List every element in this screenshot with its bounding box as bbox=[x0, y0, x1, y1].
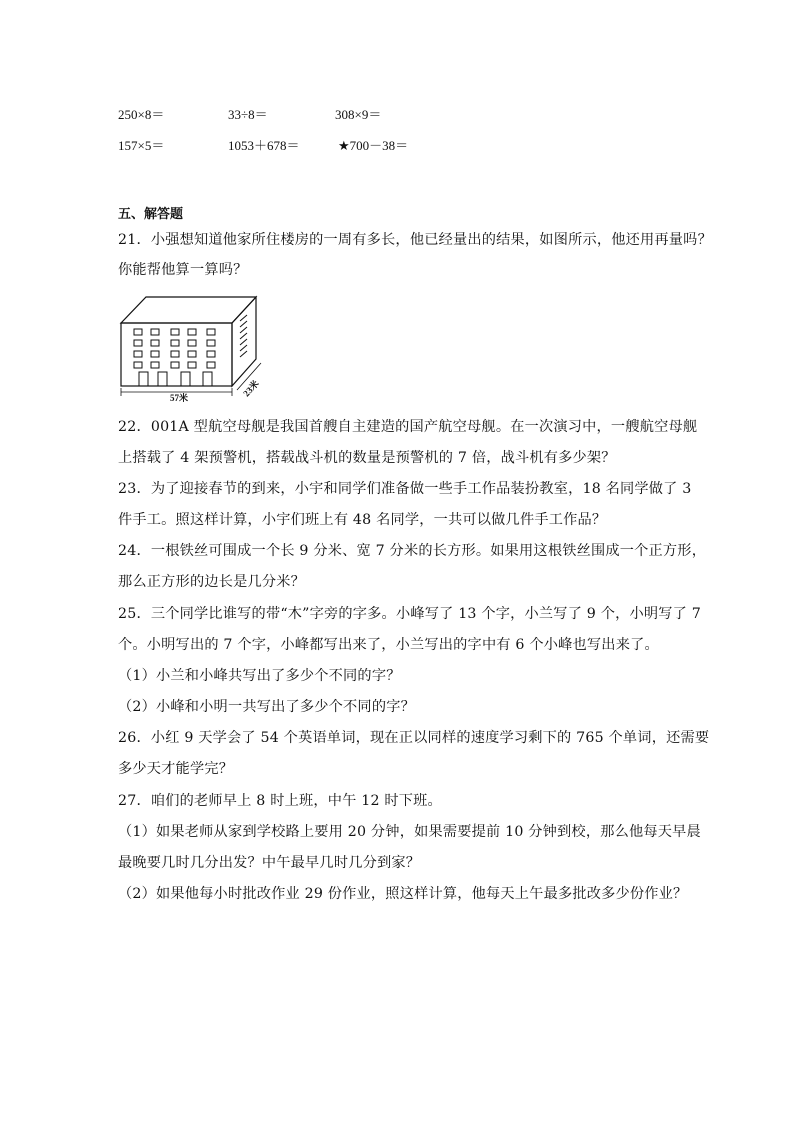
calc-item: 157×5＝ bbox=[118, 138, 165, 153]
question-24-line-1: 24．一根铁丝可围成一个长 9 分米、宽 7 分米的长方形。如果用这根铁丝围成一个正方形， bbox=[118, 543, 707, 559]
question-23-line-1: 23．为了迎接春节的到来，小宇和同学们准备做一些手工作品装扮教室，18 名同学做了 3 bbox=[118, 481, 692, 497]
length-label: 57米 bbox=[170, 393, 189, 403]
width-label: 23米 bbox=[241, 378, 261, 399]
question-25-line-1: 25．三个同学比谁写的带“木”字旁的字多。小峰写了 13 个字，小兰写了 9 个，小明写了 7 bbox=[118, 606, 701, 622]
question-27-line-1: 27．咱们的老师早上 8 时上班，中午 12 时下班。 bbox=[118, 793, 442, 809]
question-21-line-2: 你能帮他算一算吗？ bbox=[118, 262, 248, 278]
question-24-line-2: 那么正方形的边长是几分米？ bbox=[118, 574, 306, 590]
question-25-sub-1: （1）小兰和小峰共写出了多少个不同的字？ bbox=[118, 668, 401, 684]
building-drawing bbox=[118, 293, 268, 403]
building-figure bbox=[118, 293, 268, 407]
question-27-sub-1-line-2: 最晚要几时几分出发？中午最早几时几分到家？ bbox=[118, 855, 421, 871]
question-25-line-2: 个。小明写出的 7 个字，小峰都写出来了，小兰写出的字中有 6 个小峰也写出来了。 bbox=[118, 637, 659, 653]
question-21-line-1: 21．小强想知道他家所住楼房的一周有多长，他已经量出的结果，如图所示，他还用再量吗？ bbox=[118, 232, 712, 248]
calc-item: 308×9＝ bbox=[335, 107, 382, 122]
question-27-sub-2: （2）如果他每小时批改作业 29 份作业，照这样计算，他每天上午最多批改多少份作业？ bbox=[118, 886, 688, 902]
question-22-line-1: 22．001A 型航空母舰是我国首艘自主建造的国产航空母舰。在一次演习中，一艘航空母舰 bbox=[118, 419, 698, 435]
question-25-sub-2: （2）小峰和小明一共写出了多少个不同的字？ bbox=[118, 699, 415, 715]
section-heading: 五、解答题 bbox=[118, 207, 184, 222]
question-26-line-1: 26．小红 9 天学会了 54 个英语单词，现在正以同样的速度学习剩下的 765 个单词，还需要 bbox=[118, 730, 710, 746]
question-26-line-2: 多少天才能学完？ bbox=[118, 761, 234, 777]
question-27-sub-1-line-1: （1）如果老师从家到学校路上要用 20 分钟，如果需要提前 10 分钟到校，那么他每天早晨 bbox=[118, 824, 701, 840]
calc-item: ★700－38＝ bbox=[338, 138, 409, 153]
calc-item: 33÷8＝ bbox=[228, 107, 268, 122]
question-23-line-2: 件手工。照这样计算，小宇们班上有 48 名同学，一共可以做几件手工作品？ bbox=[118, 512, 607, 528]
question-22-line-2: 上搭载了 4 架预警机，搭载战斗机的数量是预警机的 7 倍，战斗机有多少架？ bbox=[118, 450, 616, 466]
calc-item: 1053＋678＝ bbox=[228, 138, 300, 153]
calc-item: 250×8＝ bbox=[118, 107, 165, 122]
